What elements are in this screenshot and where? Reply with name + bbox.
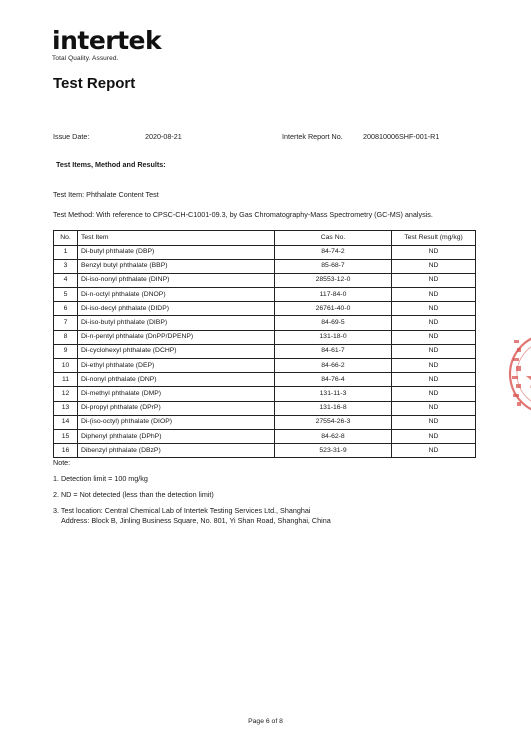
table-row bbox=[54, 415, 476, 429]
cell-result: ND bbox=[392, 415, 476, 429]
cell-no: 16 bbox=[54, 444, 78, 458]
cell-test-item: Di-iso-nonyl phthalate (DINP) bbox=[78, 273, 275, 287]
note-3: 3. Test location: Central Chemical Lab of Intertek Testing Services Ltd., Shanghai bbox=[53, 506, 311, 515]
cell-no: 8 bbox=[54, 330, 78, 344]
notes-heading: Note: bbox=[53, 458, 71, 467]
cell-no: 6 bbox=[54, 302, 78, 316]
cell-result: ND bbox=[392, 344, 476, 358]
cell-cas-no: 84-76-4 bbox=[275, 373, 392, 387]
table-row bbox=[54, 444, 476, 458]
cell-cas-no: 84-74-2 bbox=[275, 245, 392, 259]
table-row bbox=[54, 316, 476, 330]
logo-wordmark: intertek bbox=[52, 26, 162, 55]
table-row bbox=[54, 429, 476, 443]
cell-test-item: Di-iso-decyl phthalate (DIDP) bbox=[78, 302, 275, 316]
issue-date-label: Issue Date: bbox=[53, 132, 90, 141]
page-title: Test Report bbox=[53, 75, 136, 92]
cell-no: 14 bbox=[54, 415, 78, 429]
cell-result: ND bbox=[392, 444, 476, 458]
cell-cas-no: 26761-40-0 bbox=[275, 302, 392, 316]
cell-cas-no: 27554-26-3 bbox=[275, 415, 392, 429]
cell-test-item: Di-methyl phthalate (DMP) bbox=[78, 387, 275, 401]
intertek-logo bbox=[52, 28, 161, 62]
cell-test-item: Di-n-octyl phthalate (DNOP) bbox=[78, 288, 275, 302]
cell-test-item: Di-propyl phthalate (DPrP) bbox=[78, 401, 275, 415]
cell-result: ND bbox=[392, 259, 476, 273]
table-header-row bbox=[54, 231, 476, 246]
table-row bbox=[54, 401, 476, 415]
table-row bbox=[54, 245, 476, 259]
cell-test-item: Di-(iso-octyl) phthalate (DIOP) bbox=[78, 415, 275, 429]
cell-result: ND bbox=[392, 387, 476, 401]
logo-tagline: Total Quality. Assured. bbox=[52, 55, 119, 62]
cell-test-item: Di-iso-butyl phthalate (DIBP) bbox=[78, 316, 275, 330]
cell-cas-no: 28553-12-0 bbox=[275, 273, 392, 287]
cell-no: 3 bbox=[54, 259, 78, 273]
cell-result: ND bbox=[392, 273, 476, 287]
cell-cas-no: 131-16-8 bbox=[275, 401, 392, 415]
cell-result: ND bbox=[392, 288, 476, 302]
cell-test-item: Di-ethyl phthalate (DEP) bbox=[78, 359, 275, 373]
table-row bbox=[54, 344, 476, 358]
cell-no: 9 bbox=[54, 344, 78, 358]
red-seal-stamp bbox=[508, 318, 531, 430]
cell-cas-no: 131-11-3 bbox=[275, 387, 392, 401]
notes-block bbox=[53, 458, 331, 526]
cell-result: ND bbox=[392, 359, 476, 373]
header-cas-no: Cas No. bbox=[275, 231, 392, 246]
report-no-value: 200810006SHF-001-R1 bbox=[363, 132, 440, 141]
table-row bbox=[54, 359, 476, 373]
cell-cas-no: 84-69-5 bbox=[275, 316, 392, 330]
cell-no: 10 bbox=[54, 359, 78, 373]
table-row bbox=[54, 387, 476, 401]
cell-no: 5 bbox=[54, 288, 78, 302]
table-row bbox=[54, 302, 476, 316]
cell-result: ND bbox=[392, 429, 476, 443]
cell-no: 1 bbox=[54, 245, 78, 259]
report-no-label: Intertek Report No. bbox=[282, 132, 343, 141]
cell-cas-no: 84-61-7 bbox=[275, 344, 392, 358]
cell-test-item: Di-butyl phthalate (DBP) bbox=[78, 245, 275, 259]
note-3-address: Address: Block B, Jinling Business Square, No. 801, Yi Shan Road, Shanghai, China bbox=[61, 516, 331, 525]
section-heading: Test Items, Method and Results: bbox=[56, 160, 166, 169]
cell-result: ND bbox=[392, 401, 476, 415]
table-row bbox=[54, 288, 476, 302]
table-body bbox=[54, 245, 476, 458]
note-2: 2. ND = Not detected (less than the detection limit) bbox=[53, 490, 214, 499]
header-test-result: Test Result (mg/kg) bbox=[392, 231, 476, 246]
cell-result: ND bbox=[392, 245, 476, 259]
cell-test-item: Di-n-pentyl phthalate (DnPP/DPENP) bbox=[78, 330, 275, 344]
header-test-item: Test Item bbox=[78, 231, 275, 246]
cell-test-item: Di-cyclohexyl phthalate (DCHP) bbox=[78, 344, 275, 358]
note-1: 1. Detection limit = 100 mg/kg bbox=[53, 474, 148, 483]
cell-result: ND bbox=[392, 373, 476, 387]
cell-result: ND bbox=[392, 330, 476, 344]
cell-no: 13 bbox=[54, 401, 78, 415]
cell-test-item: Dibenzyl phthalate (DBzP) bbox=[78, 444, 275, 458]
cell-no: 7 bbox=[54, 316, 78, 330]
table-row bbox=[54, 330, 476, 344]
cell-test-item: Diphenyl phthalate (DPhP) bbox=[78, 429, 275, 443]
cell-no: 15 bbox=[54, 429, 78, 443]
header-no: No. bbox=[54, 231, 78, 246]
cell-no: 11 bbox=[54, 373, 78, 387]
cell-cas-no: 117-84-0 bbox=[275, 288, 392, 302]
cell-cas-no: 131-18-0 bbox=[275, 330, 392, 344]
cell-cas-no: 84-62-8 bbox=[275, 429, 392, 443]
cell-test-item: Benzyl butyl phthalate (BBP) bbox=[78, 259, 275, 273]
results-table bbox=[53, 230, 476, 458]
cell-test-item: Di-nonyl phthalate (DNP) bbox=[78, 373, 275, 387]
cell-cas-no: 84-66-2 bbox=[275, 359, 392, 373]
test-item-line: Test Item: Phthalate Content Test bbox=[53, 190, 159, 199]
table-row bbox=[54, 273, 476, 287]
cell-no: 4 bbox=[54, 273, 78, 287]
table-row bbox=[54, 259, 476, 273]
cell-cas-no: 523-31-9 bbox=[275, 444, 392, 458]
page-number: Page 6 of 8 bbox=[248, 718, 283, 725]
table-row bbox=[54, 373, 476, 387]
test-method-line: Test Method: With reference to CPSC-CH-C1001-09.3, by Gas Chromatography-Mass Spectrometry (GC-MS) analysis. bbox=[53, 210, 433, 219]
cell-cas-no: 85-68-7 bbox=[275, 259, 392, 273]
cell-result: ND bbox=[392, 316, 476, 330]
issue-date-value: 2020-08-21 bbox=[145, 132, 182, 141]
cell-result: ND bbox=[392, 302, 476, 316]
cell-no: 12 bbox=[54, 387, 78, 401]
